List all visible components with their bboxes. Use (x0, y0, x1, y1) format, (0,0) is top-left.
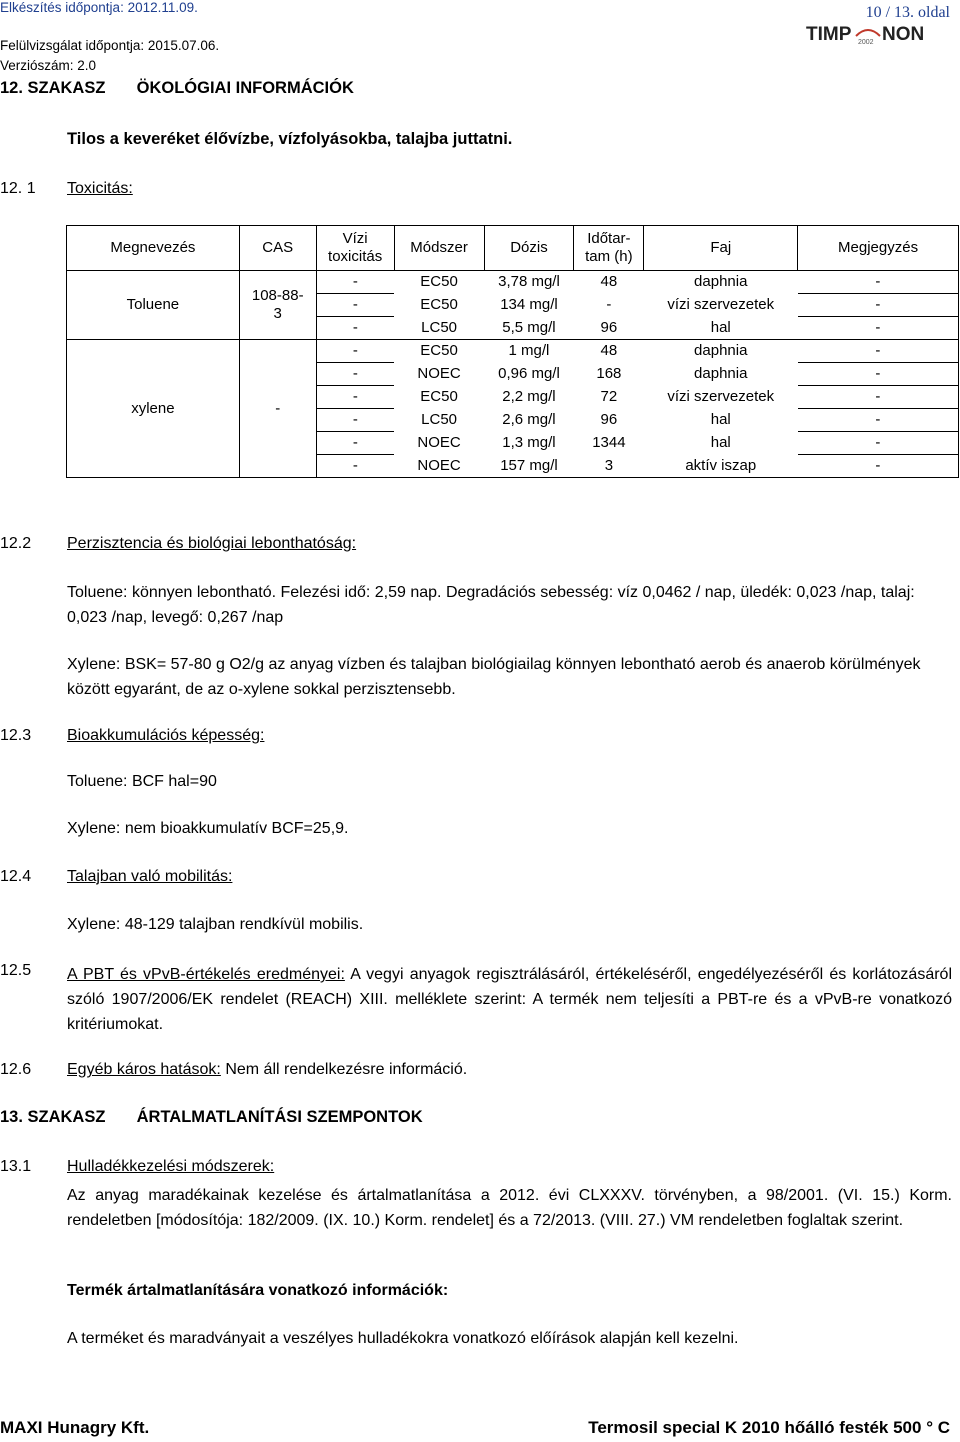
cell-idotartam: 168 (596, 365, 622, 382)
cell-idotartam: 48 (574, 340, 644, 363)
section-13-title: ÁRTALMATLANÍTÁSI SZEMPONTOK (136, 1108, 423, 1126)
s124-number: 12.4 (0, 868, 32, 885)
header-faj: Faj (644, 226, 798, 271)
cell-vizi: - (316, 432, 394, 455)
s123-toluene-text: Toluene: BCF hal=90 (67, 773, 217, 790)
svg-text:2002: 2002 (858, 39, 874, 46)
logo-mark (806, 22, 930, 46)
cell-faj: vízi szervezetek (667, 296, 775, 313)
s122-toluene-text: Toluene: könnyen lebontható. Felezési idő: 2,59 nap. Degradációs sebesség: víz 0,0462 / nap, üledék: 0,023 /nap, talaj: 0,023 /nap, levegő: 0,267 /nap (67, 584, 915, 626)
revised-date: Felülvizsgálat időpontja: 2015.07.06. (0, 38, 220, 53)
cell-modszer: LC50 (421, 411, 457, 428)
s123-title: Bioakkumulációs képesség: (67, 727, 265, 744)
product-disposal-title: Termék ártalmatlanítására vonatkozó információk: (67, 1282, 449, 1299)
svg-text:NON: NON (882, 24, 925, 45)
header-vizi-toxicitas: Vízi toxicitás (316, 226, 394, 271)
cell-faj: hal (644, 317, 798, 340)
cell-dozis: 134 mg/l (500, 296, 558, 313)
s126-number: 12.6 (0, 1061, 32, 1078)
cell-idotartam: - (606, 296, 612, 313)
cell-idotartam: 3 (574, 455, 644, 478)
cell-modszer: EC50 (394, 271, 484, 294)
cell-megjegyzes: - (798, 386, 959, 409)
created-date: Elkészítés időpontja: 2012.11.09. (0, 0, 198, 15)
s125-text: A vegyi anyagok regisztrálásáról, értékeléséről, engedélyezéséről és korlátozásáról szóló 1907/2006/EK rendelet (REACH) XIII. melléklete szerint: A termék nem teljesíti a PBT-re és a vPvB-re vonatkozó kritériumokat. (67, 966, 952, 1033)
s131-number: 13.1 (0, 1158, 32, 1175)
cell-faj: daphnia (644, 340, 798, 363)
table-row (67, 340, 959, 363)
s122-title: Perzisztencia és biológiai lebonthatóság: (67, 535, 357, 552)
s123-xylene-text: Xylene: nem bioakkumulatív BCF=25,9. (67, 820, 349, 837)
cell-dozis: 157 mg/l (484, 455, 574, 478)
cell-dozis: 2,2 mg/l (502, 388, 556, 405)
company-logo (806, 22, 930, 51)
cell-modszer: NOEC (417, 434, 461, 451)
s121-number: 12. 1 (0, 180, 36, 197)
cell-modszer: EC50 (420, 388, 458, 405)
cell-modszer: LC50 (394, 317, 484, 340)
cell-vizi: - (316, 455, 394, 478)
table-header-row (67, 226, 959, 271)
header-modszer: Módszer (394, 226, 484, 271)
product-disposal-text: A terméket és maradványait a veszélyes hulladékokra vonatkozó előírások alapján kell kezelni. (67, 1330, 739, 1347)
cell-dozis: 1,3 mg/l (502, 434, 556, 451)
cell-megjegyzes: - (798, 294, 959, 317)
cell-megjegyzes: - (798, 317, 959, 340)
section-12-heading (0, 79, 354, 98)
cell-faj: hal (710, 411, 731, 428)
cell-dozis: 0,96 mg/l (498, 365, 560, 382)
cell-faj: daphnia (694, 365, 748, 382)
cell-dozis: 1 mg/l (484, 340, 574, 363)
cell-megjegyzes: - (798, 271, 959, 294)
cell-faj: hal (710, 434, 731, 451)
cell-modszer: EC50 (420, 296, 458, 313)
cell-modszer: NOEC (394, 455, 484, 478)
s131-title: Hulladékkezelési módszerek: (67, 1158, 275, 1175)
header-megjegyzes: Megjegyzés (798, 226, 959, 271)
cell-megjegyzes: - (798, 340, 959, 363)
cell-idotartam: 96 (600, 411, 618, 428)
toluene-cas: 108-88- 3 (239, 271, 316, 340)
cell-faj: daphnia (644, 271, 798, 294)
header-megnevezes: Megnevezés (67, 226, 240, 271)
section-13-number: 13. SZAKASZ (0, 1108, 106, 1126)
cell-modszer: NOEC (417, 365, 461, 382)
cell-megjegyzes: - (798, 432, 959, 455)
header-idotartam: Időtar- tam (h) (574, 226, 644, 271)
cell-megjegyzes: - (798, 455, 959, 478)
cell-modszer: EC50 (394, 340, 484, 363)
cell-faj: vízi szervezetek (667, 388, 775, 405)
s122-xylene-text: Xylene: BSK= 57-80 g O2/g az anyag vízben és talajban biológiailag könnyen lebontható aerob és anaerob körülmények között egyaránt, de az o-xylene sokkal perzisztensebb. (67, 656, 921, 698)
cell-vizi: - (316, 271, 394, 294)
version-number: Verziószám: 2.0 (0, 58, 97, 73)
cell-faj: aktív iszap (644, 455, 798, 478)
svg-text:TIMP: TIMP (806, 24, 852, 45)
cell-idotartam: 48 (574, 271, 644, 294)
toluene-name: Toluene (67, 271, 240, 340)
cell-vizi: - (316, 340, 394, 363)
s126-text: Nem áll rendelkezésre információ. (220, 1061, 468, 1078)
s125-title: A PBT és vPvB-értékelés eredményei: (67, 966, 345, 983)
cell-vizi: - (316, 317, 394, 340)
s124-title: Talajban való mobilitás: (67, 868, 233, 885)
cell-vizi: - (316, 363, 394, 386)
cell-vizi: - (316, 409, 394, 432)
s123-number: 12.3 (0, 727, 32, 744)
xylene-name: xylene (67, 340, 240, 478)
s124-xylene-text: Xylene: 48-129 talajban rendkívül mobilis. (67, 916, 364, 933)
s125-paragraph (67, 962, 952, 1037)
cell-megjegyzes: - (798, 363, 959, 386)
cell-dozis: 3,78 mg/l (484, 271, 574, 294)
header-dozis: Dózis (484, 226, 574, 271)
cell-dozis: 2,6 mg/l (502, 411, 556, 428)
s121-title: Toxicitás: (67, 180, 133, 197)
section-12-title: ÖKOLÓGIAI INFORMÁCIÓK (136, 79, 354, 97)
cell-idotartam: 72 (600, 388, 618, 405)
s126-title: Egyéb káros hatások: (67, 1061, 221, 1078)
s122-number: 12.2 (0, 535, 32, 552)
cell-dozis: 5,5 mg/l (484, 317, 574, 340)
toxicity-table (66, 225, 959, 478)
header-cas: CAS (239, 226, 316, 271)
footer-company: MAXI Hunagry Kft. (0, 1418, 150, 1437)
s131-text: Az anyag maradékainak kezelése és ártalmatlanítása a 2012. évi CLXXXV. törvényben, a 98/2001. (VI. 15.) Korm. rendeletben [módosítója: 182/2009. (IX. 10.) Korm. rendelet] és a 72/2013. (VIII. 27.) VM rendeletben foglaltak szerint. (67, 1187, 952, 1229)
cell-vizi: - (316, 386, 394, 409)
table-row (67, 271, 959, 294)
section-12-number: 12. SZAKASZ (0, 79, 106, 97)
page-number: 10 / 13. oldal (865, 4, 950, 21)
s126-paragraph (67, 1061, 467, 1079)
footer-product: Termosil special K 2010 hőálló festék 500 ° C (588, 1418, 950, 1437)
cell-idotartam: 1344 (592, 434, 626, 451)
section-12-intro: Tilos a keveréket élővízbe, vízfolyásokba, talajba juttatni. (67, 130, 513, 148)
s125-number: 12.5 (0, 962, 32, 979)
cell-idotartam: 96 (574, 317, 644, 340)
section-13-heading (0, 1108, 423, 1127)
cell-megjegyzes: - (798, 409, 959, 432)
xylene-cas: - (239, 340, 316, 478)
cell-vizi: - (316, 294, 394, 317)
